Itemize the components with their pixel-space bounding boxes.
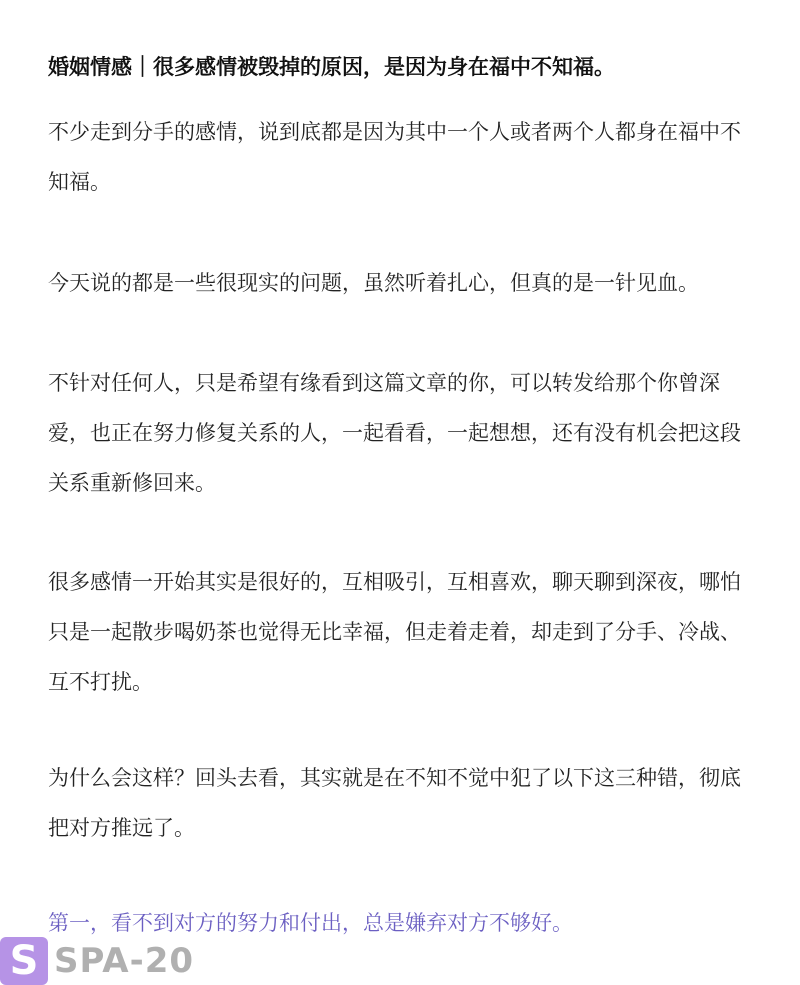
highlighted-point-1: 第一，看不到对方的努力和付出，总是嫌弃对方不够好。: [48, 911, 573, 935]
paragraph-5: 为什么会这样？回头去看，其实就是在不知不觉中犯了以下这三种错，彻底把对方推远了。: [48, 766, 741, 840]
article-title: 婚姻情感｜很多感情被毁掉的原因，是因为身在福中不知福。: [48, 55, 615, 79]
watermark: [0, 936, 194, 985]
paragraph-1: 不少走到分手的感情，说到底都是因为其中一个人或者两个人都身在福中不知福。: [48, 120, 741, 194]
watermark-text: SPA-20: [54, 940, 195, 981]
paragraph-4: 很多感情一开始其实是很好的，互相吸引，互相喜欢，聊天聊到深夜，哪怕只是一起散步喝奶茶也觉得无比幸福，但走着走着，却走到了分手、冷战、互不打扰。: [48, 570, 741, 694]
watermark-logo: S: [0, 937, 48, 985]
paragraph-2: 今天说的都是一些很现实的问题，虽然听着扎心，但真的是一针见血。: [48, 271, 699, 295]
paragraph-3: 不针对任何人，只是希望有缘看到这篇文章的你，可以转发给那个你曾深爱，也正在努力修复关系的人，一起看看，一起想想，还有没有机会把这段关系重新修回来。: [48, 371, 741, 495]
